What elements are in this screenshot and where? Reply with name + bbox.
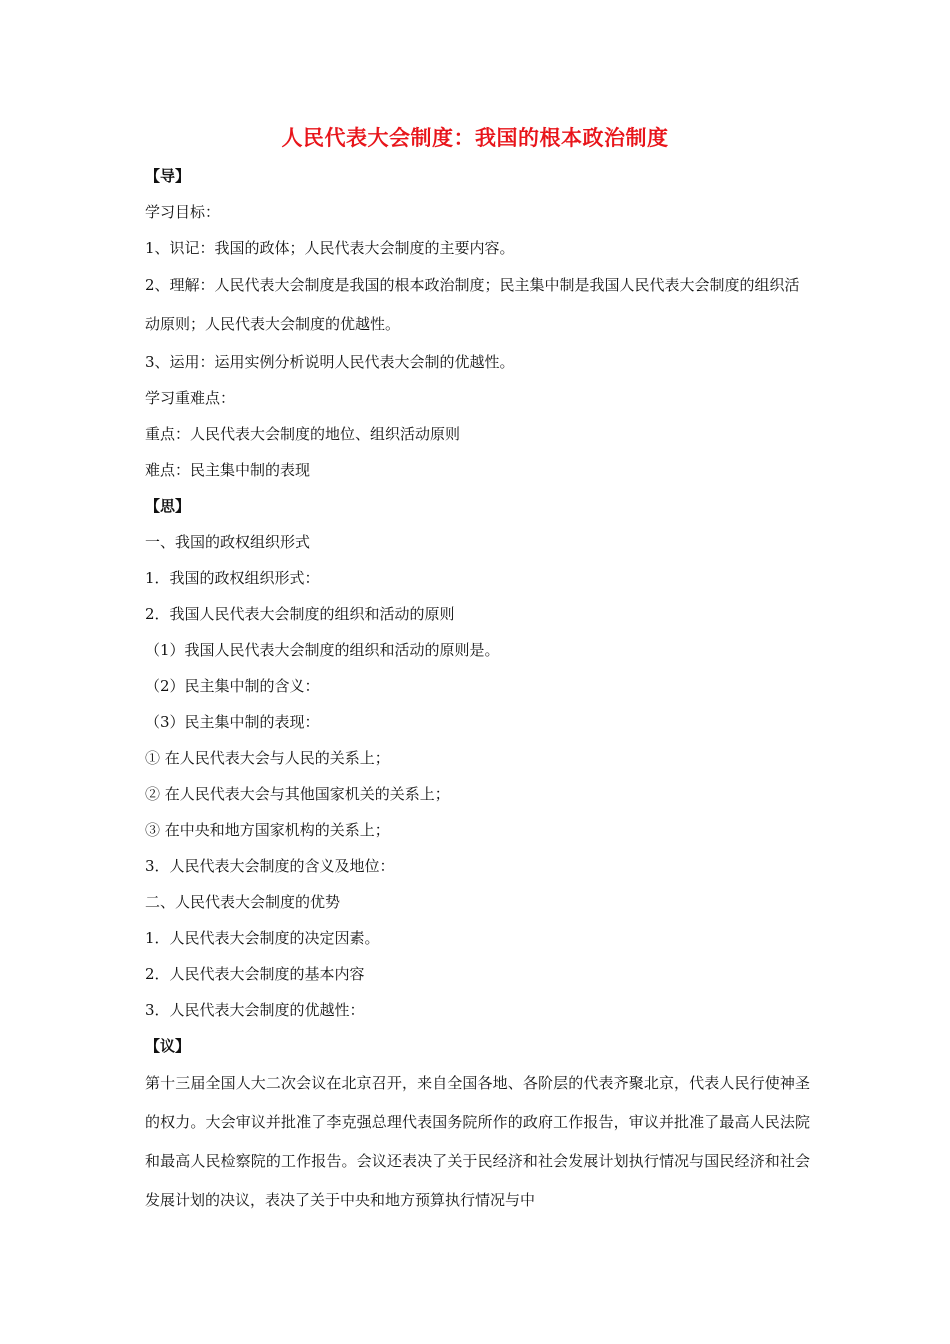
section-heading-dao: 【导】: [145, 167, 191, 185]
document-body: [145, 158, 810, 1220]
section-heading-yi: 【议】: [145, 1037, 191, 1055]
part-1-title: 一、我国的政权组织形式: [145, 533, 311, 551]
circle-item-3: ③ 在中央和地方国家机构的关系上；: [145, 821, 390, 839]
learning-goals-label: 学习目标：: [145, 203, 221, 221]
part-2-title: 二、人民代表大会制度的优势: [145, 893, 341, 911]
discussion-paragraph: 第十三届全国人大二次会议在北京召开，来自全国各地、各阶层的代表齐聚北京，代表人民行使神圣的权力。大会审议并批准了李克强总理代表国务院所作的政府工作报告，审议并批准了最高人民法院和最高人民检察院的工作报告。会议还表决了关于民经济和社会发展计划执行情况与国民经济和社会发展计划的决议，表决了关于中央和地方预算执行情况与中: [145, 1074, 810, 1209]
part-1-item-2-1: （1）我国人民代表大会制度的组织和活动的原则是。: [145, 641, 500, 659]
goal-item-2: 2、理解：人民代表大会制度是我国的根本政治制度；民主集中制是我国人民代表大会制度的组织活动原则；人民代表大会制度的优越性。: [145, 276, 800, 333]
part-2-item-2: 2．人民代表大会制度的基本内容: [145, 965, 365, 983]
goal-item-3: 3、运用：运用实例分析说明人民代表大会制的优越性。: [145, 353, 515, 371]
section-heading-si: 【思】: [145, 497, 191, 515]
part-1-item-2-3: （3）民主集中制的表现：: [145, 713, 320, 731]
circle-item-2: ② 在人民代表大会与其他国家机关的关系上；: [145, 785, 450, 803]
part-1-item-2: 2．我国人民代表大会制度的组织和活动的原则: [145, 605, 455, 623]
page-title: 人民代表大会制度：我国的根本政治制度: [281, 125, 669, 150]
part-1-item-1: 1．我国的政权组织形式：: [145, 569, 320, 587]
part-1-item-2-2: （2）民主集中制的含义：: [145, 677, 320, 695]
part-2-item-3: 3．人民代表大会制度的优越性：: [145, 1001, 365, 1019]
key-point: 重点：人民代表大会制度的地位、组织活动原则: [145, 425, 461, 443]
part-2-item-1: 1．人民代表大会制度的决定因素。: [145, 929, 380, 947]
difficult-point: 难点：民主集中制的表现: [145, 461, 311, 479]
key-points-label: 学习重难点：: [145, 389, 236, 407]
circle-item-1: ① 在人民代表大会与人民的关系上；: [145, 749, 390, 767]
goal-item-1: 1、识记：我国的政体；人民代表大会制度的主要内容。: [145, 239, 515, 257]
part-1-item-3: 3．人民代表大会制度的含义及地位：: [145, 857, 395, 875]
